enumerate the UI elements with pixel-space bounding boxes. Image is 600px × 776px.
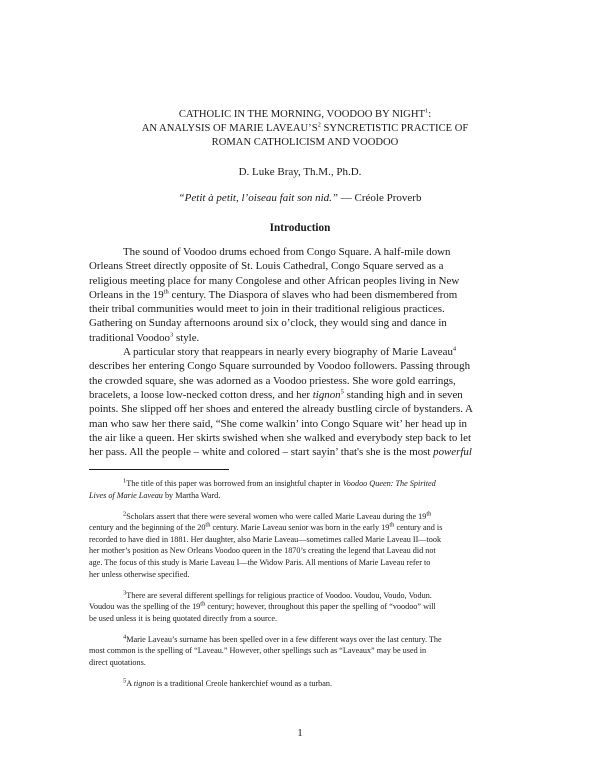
- footnote-4: $^4$Marie Laveau’s surname has been spelled over in a few different ways over the last century. The most common is the spelling of “Laveau.” However, other spellings such as “Laveaux” may be used in direct quotations.: [89, 632, 442, 667]
- footnote-ref[interactable]: 5: [340, 388, 344, 396]
- text-line: the crowded square, she was adorned as a Voodoo priestess. She wore gold earrings,: [89, 374, 456, 387]
- epigraph-attribution: — Créole Proverb: [338, 192, 422, 204]
- author-byline: D. Luke Bray, Th.M., Ph.D.: [238, 166, 362, 178]
- body-text: [89, 245, 519, 459]
- paragraph: [89, 245, 519, 345]
- text-line: bracelets, a loose low-necked cotton dress, and her tignon$^5$ standing high and in seven: [89, 388, 463, 401]
- text-line: points. She slipped off her shoes and entered the already bustling circle of bystanders. A: [89, 403, 473, 416]
- footnote-2: $^2$Scholars assert that there were several women who were called Marie Laveau during the 19th century and the beginning of the 20th century. Marie Laveau senior was born in the early 19th century and is recorded to have died in 1881. Her daughter, also Marie Laveau—sometimes called Marie Laveau II—took her mother’s position as New Orleans Voodoo queen in the 1870’s creating the legend that Laveau did not age. The focus of this study is Marie Laveau I—the Widow Paris. All mentions of Marie Laveau refer to her unless otherwise specified.: [89, 509, 443, 579]
- footnotes: [89, 478, 521, 699]
- text-line: describes her entering Congo Square surrounded by Voodoo followers. Passing through: [89, 360, 471, 373]
- text-line: Orleans Street directly opposite of St. Louis Cathedral, Congo Square served as a: [89, 260, 444, 273]
- text-line: Gathering on Sunday afternoons around six o’clock, they would sing and dance in: [89, 317, 447, 330]
- page-number: 1: [297, 727, 303, 739]
- paragraph: [89, 345, 519, 459]
- text-line: the air like a queen. Her skirts swished when she walked and everybody step back to let: [89, 431, 471, 444]
- paper-title: [90, 108, 520, 150]
- footnote-ref[interactable]: 1: [424, 107, 429, 115]
- title-line-2: AN ANALYSIS OF MARIE $LAVEAU’S^2$ SYNCRETISTIC PRACTICE OF: [141, 121, 469, 134]
- text-line: traditional Voodoo$^3$ style.: [89, 331, 200, 344]
- footnote-divider: [89, 469, 229, 470]
- text-line: Orleans in the 19th century. The Diaspora of slaves who had been dismembered from: [89, 288, 458, 301]
- text-line: A particular story that reappears in nearly every biography of Marie Laveau$^4$: [123, 345, 457, 359]
- footnote-3: $^3$There are several different spellings for religious practice of Voodoo. Voudou, Voudo, Vodun. Voudou was the spelling of the 19th century; however, throughout this paper the spelling of “voodoo” will be used unless it is being quotated directly from a source.: [89, 588, 436, 623]
- footnote-ref[interactable]: 2: [317, 121, 321, 129]
- footnote-ref[interactable]: 3: [169, 331, 174, 339]
- footnote-1: $^1$The title of this paper was borrowed from an insightful chapter in Voodoo Queen: The Spirited Lives of Marie Laveau by Martha Ward.: [89, 477, 436, 500]
- section-heading: Introduction: [269, 222, 331, 234]
- title-line-1: CATHOLIC IN THE MORNING, VOODOO BY NIGHT$^1$:: [178, 107, 432, 120]
- text-line: their tribal communities would meet to join in their traditional religious practices.: [89, 303, 445, 316]
- footnote-ref[interactable]: 4: [452, 345, 457, 353]
- epigraph-quote: “Petit à petit, l’oiseau fait son nid.”: [178, 192, 339, 204]
- text-line: her pass. All the people – white and colored – start sayin’ that's she is the most powerful: [89, 446, 472, 459]
- text-line: The sound of Voodoo drums echoed from Congo Square. A half-mile down: [123, 246, 451, 258]
- epigraph: [0, 192, 600, 204]
- footnote-5: $^5$A tignon is a traditional Creole hankerchief wound as a turban.: [123, 677, 333, 688]
- text-line: religious meeting place for many Congolese and other African peoples living in New: [89, 274, 460, 287]
- title-line-3: ROMAN CATHOLICISM AND VOODOO: [211, 137, 399, 148]
- text-line: man who saw her there said, “She come walkin’ into Congo Square wit’ her head up in: [89, 417, 467, 430]
